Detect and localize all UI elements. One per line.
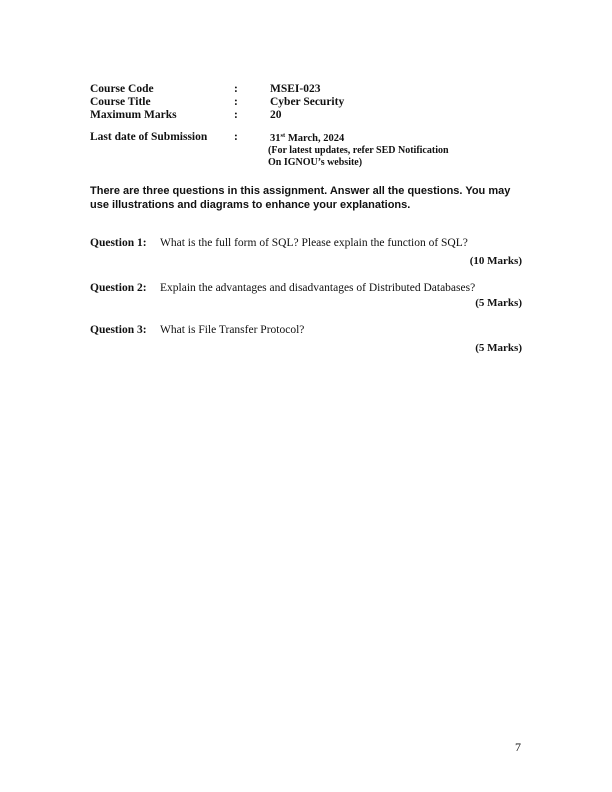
question-label: Question 2: xyxy=(90,282,147,294)
course-title-value: Cyber Security xyxy=(270,96,345,108)
question-marks: (5 Marks) xyxy=(475,297,522,309)
question-label: Question 1: xyxy=(90,237,147,249)
colon: : xyxy=(234,83,238,95)
colon: : xyxy=(234,96,238,108)
submission-note-line-1: (For latest updates, refer SED Notification xyxy=(268,145,449,156)
question-label: Question 3: xyxy=(90,324,147,336)
question-text: What is File Transfer Protocol? xyxy=(160,324,305,336)
question-marks: (10 Marks) xyxy=(469,255,522,267)
colon: : xyxy=(234,109,238,121)
submission-label: Last date of Submission xyxy=(90,131,208,143)
question-text: Explain the advantages and disadvantages of Distributed Databases? xyxy=(160,282,476,294)
question-marks: (5 Marks) xyxy=(475,342,522,354)
course-code-value: MSEI-023 xyxy=(270,83,321,95)
page-number: 7 xyxy=(515,740,521,754)
max-marks-label: Maximum Marks xyxy=(90,109,177,121)
submission-day: 31 xyxy=(270,133,281,144)
course-title-label: Course Title xyxy=(90,96,151,108)
submission-date xyxy=(270,132,344,144)
question-text: What is the full form of SQL? Please explain the function of SQL? xyxy=(160,237,468,249)
course-code-label: Course Code xyxy=(90,83,154,95)
submission-suffix: st xyxy=(280,132,286,139)
colon: : xyxy=(234,131,238,143)
submission-note-line-2: On IGNOU’s website) xyxy=(268,157,363,168)
submission-note xyxy=(268,145,449,169)
assignment-instructions: There are three questions in this assignment. Answer all the questions. You may use illustrations and diagrams to enhance your explanations. xyxy=(90,185,511,211)
max-marks-value: 20 xyxy=(270,109,282,121)
submission-month-year: March, 2024 xyxy=(285,133,345,144)
